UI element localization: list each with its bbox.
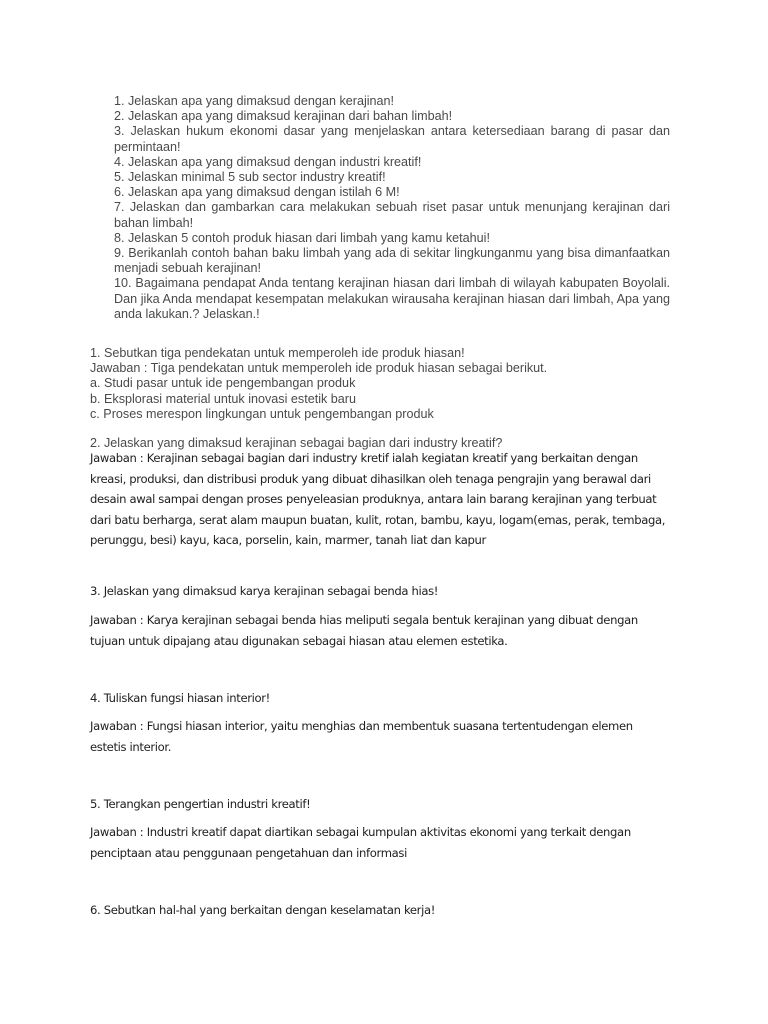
question-item: 6. Jelaskan apa yang dimaksud dengan istilah 6 M!: [114, 185, 400, 200]
qa6-question: 6. Sebutkan hal-hal yang berkaitan dengan keselamatan kerja!: [90, 903, 436, 917]
qa1-answer: Jawaban : Tiga pendekatan untuk memperoleh ide produk hiasan sebagai berikut.: [90, 361, 548, 376]
qa3-answer: Jawaban : Karya kerajinan sebagai benda hias meliputi segala bentuk kerajinan yang dibuat dengan tujuan untuk dipajang atau digunakan sebagai hiasan atau elemen estetika.: [90, 613, 638, 648]
question-item: 10. Bagaimana pendapat Anda tentang kerajinan hiasan dari limbah di wilayah kabupaten Boyolali. Dan jika Anda mendapat kesempatan melakukan wirausaha kerajinan hiasan dari limbah, Apa yang anda lakukan.? Jelaskan.!: [114, 276, 670, 321]
question-item: 4. Jelaskan apa yang dimaksud dengan industri kreatif!: [114, 154, 422, 169]
qa4-question: 4. Tuliskan fungsi hiasan interior!: [90, 691, 270, 705]
qa5-question: 5. Terangkan pengertian industri kreatif!: [90, 797, 311, 811]
qa1-item-b: b. Eksplorasi material untuk inovasi estetik baru: [90, 391, 356, 406]
question-list: [114, 94, 670, 322]
question-item: 9. Berikanlah contoh bahan baku limbah yang ada di sekitar lingkunganmu yang bisa dimanfaatkan menjadi sebuah kerajinan!: [114, 246, 670, 276]
qa1-item-a: a. Studi pasar untuk ide pengembangan produk: [90, 376, 356, 391]
qa1-question: 1. Sebutkan tiga pendekatan untuk memperoleh ide produk hiasan!: [90, 346, 465, 360]
question-item: 7. Jelaskan dan gambarkan cara melakukan sebuah riset pasar untuk menunjang kerajinan dari bahan limbah!: [114, 200, 670, 230]
qa2-answer: Jawaban : Kerajinan sebagai bagian dari industry kretif ialah kegiatan kreatif yang berkaitan dengan kreasi, produksi, dan distribusi produk yang dibuat dihasilkan oleh tenaga pengrajin yang berawal dari desain awal sampai dengan proses penyeleasian produknya, antara lain barang kerajinan yang terbuat dari batu berharga, serat alam maupun buatan, kulit, rotan, bambu, kayu, logam(emas, perak, tembaga, perunggu, besi) kayu, kaca, porselin, kain, marmer, tanah liat dan kapur: [90, 451, 666, 547]
question-item: 8. Jelaskan 5 contoh produk hiasan dari limbah yang kamu ketahui!: [114, 230, 490, 245]
qa5-answer: Jawaban : Industri kreatif dapat diartikan sebagai kumpulan aktivitas ekonomi yang terkait dengan penciptaan atau penggunaan pengetahuan dan informasi: [90, 825, 631, 860]
question-item: 1. Jelaskan apa yang dimaksud dengan kerajinan!: [114, 94, 395, 108]
qa3-question: 3. Jelaskan yang dimaksud karya kerajinan sebagai benda hias!: [90, 584, 439, 598]
qa1-item-c: c. Proses merespon lingkungan untuk pengembangan produk: [90, 406, 434, 421]
qa1-section: [90, 346, 670, 422]
qa2-question: 2. Jelaskan yang dimaksud kerajinan sebagai bagian dari industry kreatif?: [90, 436, 503, 450]
question-item: 5. Jelaskan minimal 5 sub sector industry kreatif!: [114, 170, 386, 185]
question-item: 2. Jelaskan apa yang dimaksud kerajinan dari bahan limbah!: [114, 109, 453, 124]
question-item: 3. Jelaskan hukum ekonomi dasar yang menjelaskan antara ketersediaan barang di pasar dan permintaan!: [114, 124, 670, 154]
qa4-answer: Jawaban : Fungsi hiasan interior, yaitu menghias dan membentuk suasana tertentudengan elemen estetis interior.: [90, 719, 633, 754]
